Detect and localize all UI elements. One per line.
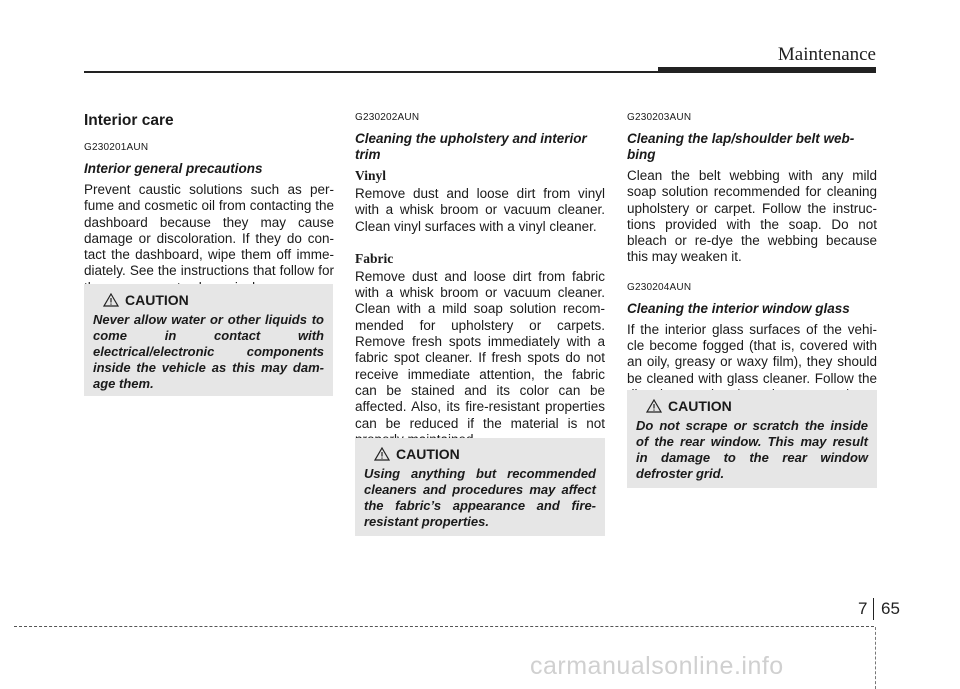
warning-triangle-icon: [646, 399, 662, 413]
vinyl-label: Vinyl: [355, 168, 387, 183]
section-code: G230201AUN: [84, 142, 149, 153]
precautions-paragraph: Prevent caustic solutions such as per-fume and cosmetic oil from contacting the dashboard because they may cause damage or discoloration. If they do con-tact the dashboard, wipe them off imme-diately. See the instructions that follow for: [84, 182, 334, 279]
warning-triangle-icon: [103, 293, 119, 307]
belt-webbing-heading: Cleaning the lap/shoulder belt web-bing: [627, 131, 855, 162]
fabric-label: Fabric: [355, 250, 394, 266]
section-code: G230202AUN: [355, 112, 420, 123]
caution-text: Using anything but recommended cleaners and procedures may affect the fabric’s appearance and fire-resistant properties.: [364, 466, 596, 529]
page-number: 65: [881, 599, 900, 618]
caution-title: CAUTION: [125, 292, 189, 308]
column-2: [355, 108, 605, 448]
header-rule: [84, 71, 660, 73]
watermark: carmanualsonline.info: [530, 652, 784, 680]
belt-webbing-paragraph: Clean the belt webbing with any mild soap solution recommended for cleaning upholstery or carpet. Follow the instruc-tions provided with the soap. Do not bleach or re-dye the webbing because this may weaken it.: [627, 168, 877, 265]
upholstery-heading: Cleaning the upholstery and interior trim: [355, 131, 587, 162]
chapter-number: 7: [858, 599, 868, 618]
caution-text: Never allow water or other liquids to come in contact with electrical/electronic components inside the vehicle as this may dam-age them.: [93, 312, 324, 391]
caution-title: CAUTION: [668, 398, 732, 414]
caution-box-1: [84, 284, 333, 396]
column-1: [84, 108, 334, 296]
footer-vertical-rule: [875, 627, 876, 689]
header-rule-accent: [658, 67, 876, 73]
interior-general-precautions-heading: Interior general precautions: [84, 161, 263, 176]
interior-care-heading: Interior care: [84, 112, 174, 129]
caution-title: CAUTION: [396, 446, 460, 462]
caution-text: Do not scrape or scratch the inside of the rear window. This may result in damage to the rear window defroster grid.: [636, 418, 868, 481]
fabric-paragraph: Remove dust and loose dirt from fabric with a whisk broom or vacuum cleaner. Clean with a mild soap solution recom-mended for upholstery or carpets. Remove fresh spots immediately with a fabric spot cleaner. If fresh spots do not receive immediate attention, the fabric can be stained and its color can be affected. Also, its fire-resistant properties can be reduced if the material is not: [355, 268, 605, 431]
caution-box-2: [355, 438, 605, 536]
section-code: G230204AUN: [627, 281, 692, 293]
window-glass-paragraph: If the interior glass surfaces of the vehi-cle become fogged (that is, covered with an oily, greasy or waxy film), they should be cleaned with glass cleaner. Follow the: [627, 321, 877, 386]
page-number-divider: [873, 598, 874, 620]
vinyl-paragraph: Remove dust and loose dirt from vinyl with a whisk broom or vacuum cleaner. Clean vinyl surfaces with a vinyl cleaner.: [355, 186, 605, 234]
column-3: [627, 108, 877, 403]
section-title: Maintenance: [777, 44, 876, 65]
caution-box-3: [627, 390, 877, 488]
footer-rule: [14, 626, 874, 627]
warning-triangle-icon: [374, 447, 390, 461]
window-glass-heading: Cleaning the interior window glass: [627, 300, 850, 316]
section-code: G230203AUN: [627, 112, 692, 123]
